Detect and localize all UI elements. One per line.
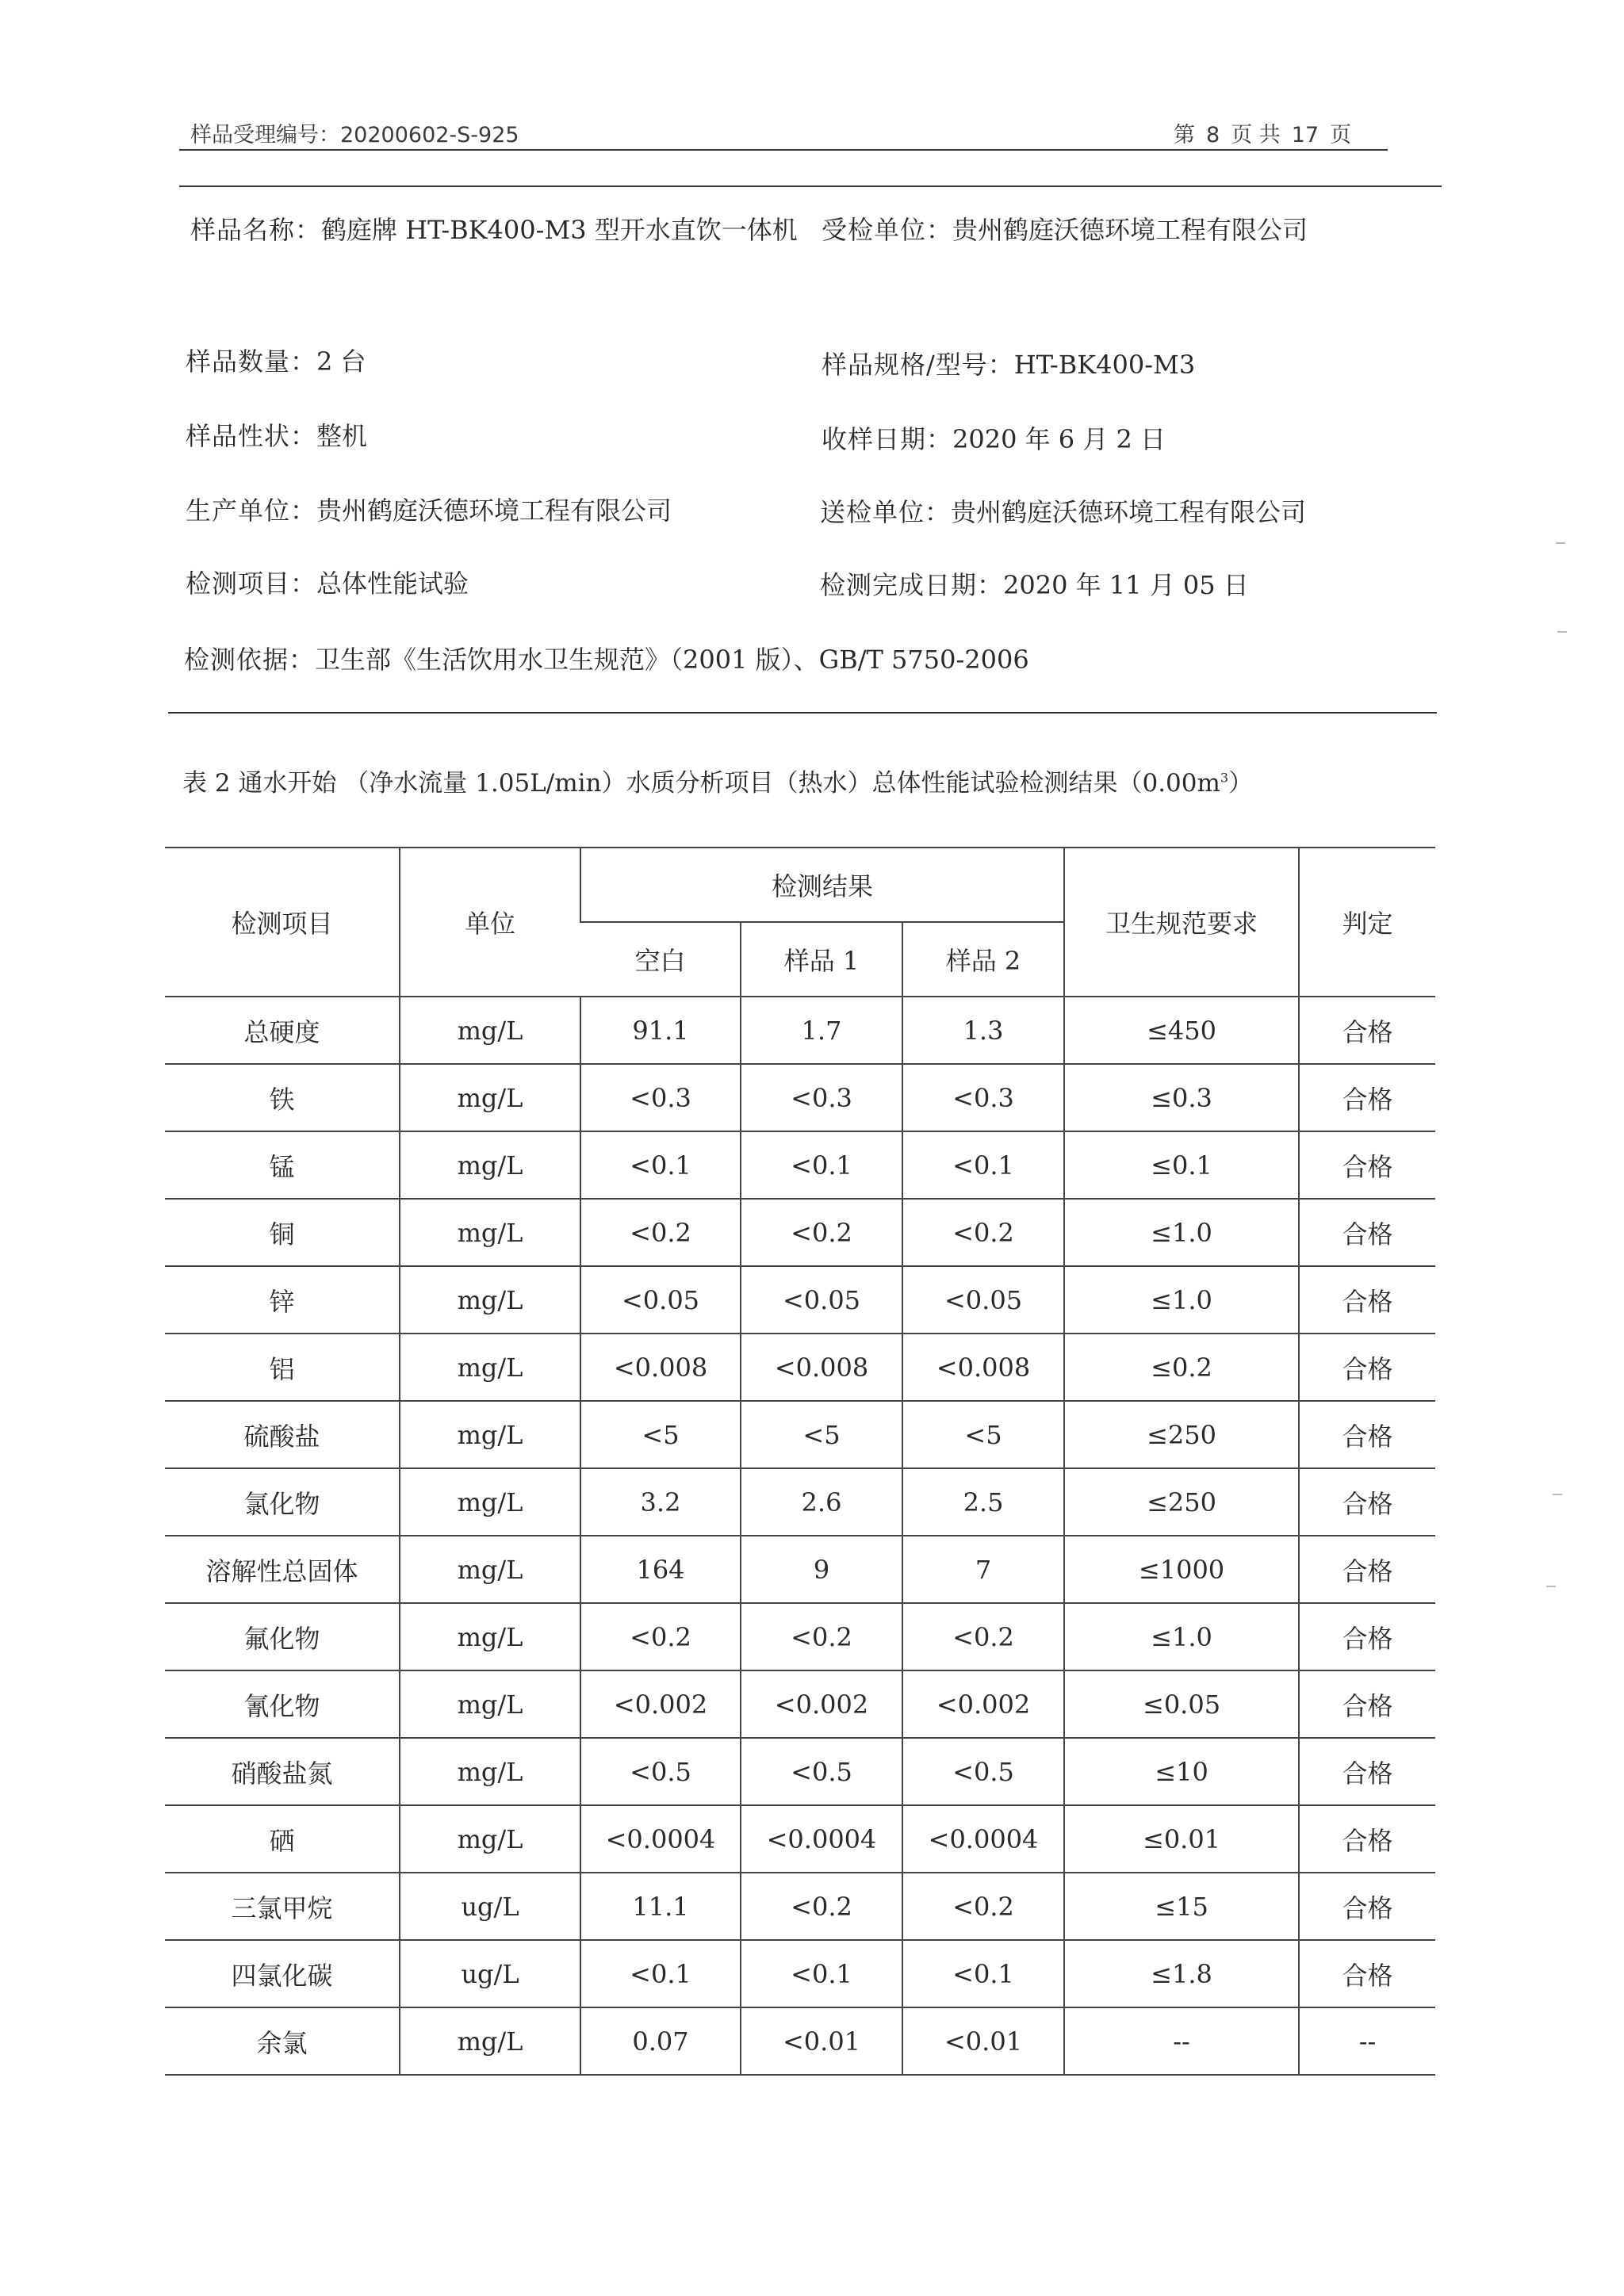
item-value: 总体性能试验 bbox=[316, 568, 469, 599]
cell-sample1: <0.1 bbox=[741, 1131, 902, 1199]
cell-sample2: <0.1 bbox=[902, 1131, 1064, 1199]
cell-item: 溶解性总固体 bbox=[165, 1536, 400, 1603]
cell-sample1: 2.6 bbox=[741, 1468, 902, 1536]
cell-sample1: <0.2 bbox=[741, 1603, 902, 1670]
cell-blank: <0.002 bbox=[580, 1670, 741, 1738]
model-field bbox=[822, 349, 1195, 381]
received-field bbox=[822, 423, 1166, 455]
quantity-value: 2 台 bbox=[316, 346, 366, 377]
cell-blank: <5 bbox=[580, 1401, 741, 1468]
cell-blank: <0.5 bbox=[580, 1738, 741, 1805]
cell-unit: mg/L bbox=[400, 1401, 580, 1468]
header-item: 检测项目 bbox=[165, 848, 400, 997]
cell-blank: <0.3 bbox=[580, 1064, 741, 1131]
cell-sample1: <0.5 bbox=[741, 1738, 902, 1805]
cell-unit: mg/L bbox=[400, 1670, 580, 1738]
cell-unit: mg/L bbox=[400, 1064, 580, 1131]
table-row bbox=[165, 997, 1435, 1064]
cell-item: 三氯甲烷 bbox=[165, 1873, 400, 1940]
scan-mark bbox=[1546, 1586, 1556, 1587]
cell-item: 总硬度 bbox=[165, 997, 400, 1064]
caption-text: 表 2 通水开始 （净水流量 1.05L/min）水质分析项目（热水）总体性能试验检测结果（0.00m bbox=[182, 769, 1220, 798]
cell-item: 硝酸盐氮 bbox=[165, 1738, 400, 1805]
cell-unit: mg/L bbox=[400, 1468, 580, 1536]
cell-standard: ≤0.3 bbox=[1064, 1064, 1299, 1131]
state-field bbox=[186, 420, 367, 452]
producer-label: 生产单位： bbox=[186, 496, 317, 526]
cell-sample2: 7 bbox=[902, 1536, 1064, 1603]
cell-unit: mg/L bbox=[400, 1603, 580, 1670]
cell-unit: mg/L bbox=[400, 1131, 580, 1199]
cell-unit: ug/L bbox=[400, 1873, 580, 1940]
inspected-unit-field bbox=[822, 198, 1308, 262]
cell-sample2: 1.3 bbox=[902, 997, 1064, 1064]
table-row bbox=[165, 1401, 1435, 1468]
accept-number-value: 20200602-S-925 bbox=[340, 123, 519, 147]
completed-label: 检测完成日期： bbox=[820, 570, 1004, 600]
sample-name-label: 样品名称： bbox=[190, 215, 322, 245]
table-row bbox=[165, 1805, 1435, 1873]
cell-item: 氯化物 bbox=[165, 1468, 400, 1536]
inspected-unit-label: 受检单位： bbox=[822, 215, 953, 245]
cell-sample2: <0.2 bbox=[902, 1199, 1064, 1266]
header-result: 检测结果 bbox=[580, 848, 1064, 922]
page-total: 17 bbox=[1291, 123, 1320, 147]
page-post: 页 bbox=[1330, 123, 1352, 147]
basis-field bbox=[184, 644, 1029, 675]
cell-verdict: 合格 bbox=[1299, 997, 1435, 1064]
cell-standard: ≤0.1 bbox=[1064, 1131, 1299, 1199]
scan-mark bbox=[1553, 1494, 1562, 1495]
accept-number bbox=[190, 117, 519, 148]
table-row bbox=[165, 1266, 1435, 1334]
cell-sample2: 2.5 bbox=[902, 1468, 1064, 1536]
cell-item: 铜 bbox=[165, 1199, 400, 1266]
page-indicator bbox=[1174, 117, 1351, 148]
info-bottom-rule bbox=[168, 712, 1437, 714]
header-standard: 卫生规范要求 bbox=[1064, 848, 1299, 997]
cell-verdict: 合格 bbox=[1299, 1064, 1435, 1131]
table-row bbox=[165, 1468, 1435, 1536]
cell-standard: ≤0.01 bbox=[1064, 1805, 1299, 1873]
cell-item: 余氯 bbox=[165, 2007, 400, 2075]
cell-sample2: <5 bbox=[902, 1401, 1064, 1468]
cell-standard: ≤250 bbox=[1064, 1468, 1299, 1536]
cell-blank: 3.2 bbox=[580, 1468, 741, 1536]
cell-standard: ≤0.2 bbox=[1064, 1334, 1299, 1401]
table-caption bbox=[182, 763, 1253, 798]
cell-standard: ≤1.8 bbox=[1064, 1940, 1299, 2007]
cell-sample2: <0.2 bbox=[902, 1603, 1064, 1670]
cell-standard: ≤15 bbox=[1064, 1873, 1299, 1940]
cell-sample1: <0.1 bbox=[741, 1940, 902, 2007]
cell-verdict: 合格 bbox=[1299, 1401, 1435, 1468]
cell-sample1: 1.7 bbox=[741, 997, 902, 1064]
received-label: 收样日期： bbox=[822, 424, 953, 454]
cell-blank: <0.2 bbox=[580, 1199, 741, 1266]
cell-standard: ≤0.05 bbox=[1064, 1670, 1299, 1738]
caption-end: ） bbox=[1228, 769, 1254, 798]
cell-sample1: <0.0004 bbox=[741, 1805, 902, 1873]
cell-verdict: 合格 bbox=[1299, 1670, 1435, 1738]
top-rule bbox=[179, 186, 1442, 187]
quantity-field bbox=[186, 346, 366, 377]
cell-standard: ≤450 bbox=[1064, 997, 1299, 1064]
cell-blank: 11.1 bbox=[580, 1873, 741, 1940]
cell-sample1: <0.05 bbox=[741, 1266, 902, 1334]
completed-field bbox=[820, 569, 1249, 601]
cell-blank: <0.1 bbox=[580, 1131, 741, 1199]
cell-standard: ≤1.0 bbox=[1064, 1603, 1299, 1670]
cell-sample1: <0.008 bbox=[741, 1334, 902, 1401]
cell-unit: mg/L bbox=[400, 2007, 580, 2075]
cell-unit: ug/L bbox=[400, 1940, 580, 2007]
page-mid: 页 共 bbox=[1231, 123, 1281, 147]
cell-sample1: <5 bbox=[741, 1401, 902, 1468]
sender-value: 贵州鹤庭沃德环境工程有限公司 bbox=[951, 497, 1307, 527]
sample-name-field bbox=[190, 198, 809, 262]
cell-item: 铝 bbox=[165, 1334, 400, 1401]
producer-value: 贵州鹤庭沃德环境工程有限公司 bbox=[316, 496, 672, 526]
cell-unit: mg/L bbox=[400, 1334, 580, 1401]
cell-sample1: <0.01 bbox=[741, 2007, 902, 2075]
cell-sample2: <0.0004 bbox=[902, 1805, 1064, 1873]
cell-verdict: 合格 bbox=[1299, 1536, 1435, 1603]
cell-sample2: <0.1 bbox=[902, 1940, 1064, 2007]
cell-item: 四氯化碳 bbox=[165, 1940, 400, 2007]
scan-mark bbox=[1557, 631, 1567, 633]
cell-unit: mg/L bbox=[400, 997, 580, 1064]
cell-verdict: 合格 bbox=[1299, 1873, 1435, 1940]
cell-sample1: 9 bbox=[741, 1536, 902, 1603]
cell-verdict: 合格 bbox=[1299, 1468, 1435, 1536]
item-label: 检测项目： bbox=[186, 568, 317, 599]
table-header-row bbox=[165, 848, 1435, 922]
header-sample2: 样品 2 bbox=[902, 922, 1064, 997]
sample-name-value: 鹤庭牌 HT-BK400-M3 型开水直饮一体机 bbox=[321, 215, 798, 245]
producer-field bbox=[186, 495, 672, 526]
cell-verdict: 合格 bbox=[1299, 1199, 1435, 1266]
cell-verdict: 合格 bbox=[1299, 1940, 1435, 2007]
page-pre: 第 bbox=[1174, 123, 1195, 147]
table-row bbox=[165, 1738, 1435, 1805]
cell-verdict: 合格 bbox=[1299, 1266, 1435, 1334]
table-row bbox=[165, 1131, 1435, 1199]
cell-sample2: <0.002 bbox=[902, 1670, 1064, 1738]
header-underline bbox=[179, 149, 1388, 151]
basis-value: 卫生部《生活饮用水卫生规范》（2001 版）、GB/T 5750-2006 bbox=[315, 645, 1029, 675]
cell-standard: ≤1000 bbox=[1064, 1536, 1299, 1603]
cell-sample2: <0.2 bbox=[902, 1873, 1064, 1940]
cell-sample2: <0.008 bbox=[902, 1334, 1064, 1401]
cell-unit: mg/L bbox=[400, 1199, 580, 1266]
table-row bbox=[165, 1670, 1435, 1738]
cell-sample1: <0.3 bbox=[741, 1064, 902, 1131]
table-row bbox=[165, 2007, 1435, 2075]
table-row bbox=[165, 1334, 1435, 1401]
cell-standard: ≤10 bbox=[1064, 1738, 1299, 1805]
completed-value: 2020 年 11 月 05 日 bbox=[1003, 570, 1249, 600]
table-row bbox=[165, 1199, 1435, 1266]
table-row bbox=[165, 1064, 1435, 1131]
accept-number-label: 样品受理编号： bbox=[190, 123, 340, 147]
cell-item: 锰 bbox=[165, 1131, 400, 1199]
cell-item: 铁 bbox=[165, 1064, 400, 1131]
cell-verdict: 合格 bbox=[1299, 1334, 1435, 1401]
page-number: 8 bbox=[1206, 123, 1220, 147]
table-row bbox=[165, 1873, 1435, 1940]
header-sample1: 样品 1 bbox=[741, 922, 902, 997]
cell-verdict: 合格 bbox=[1299, 1603, 1435, 1670]
cell-blank: <0.05 bbox=[580, 1266, 741, 1334]
sender-field bbox=[820, 496, 1306, 528]
cell-blank: 91.1 bbox=[580, 997, 741, 1064]
cell-verdict: 合格 bbox=[1299, 1805, 1435, 1873]
inspected-unit-value: 贵州鹤庭沃德环境工程有限公司 bbox=[952, 215, 1308, 245]
cell-sample1: <0.2 bbox=[741, 1199, 902, 1266]
cell-standard: ≤1.0 bbox=[1064, 1266, 1299, 1334]
cell-blank: <0.2 bbox=[580, 1603, 741, 1670]
cell-blank: <0.008 bbox=[580, 1334, 741, 1401]
header-unit: 单位 bbox=[400, 848, 580, 997]
cell-sample1: <0.2 bbox=[741, 1873, 902, 1940]
cell-verdict: 合格 bbox=[1299, 1131, 1435, 1199]
received-value: 2020 年 6 月 2 日 bbox=[952, 424, 1166, 454]
cell-item: 氟化物 bbox=[165, 1603, 400, 1670]
cell-item: 硒 bbox=[165, 1805, 400, 1873]
cell-unit: mg/L bbox=[400, 1738, 580, 1805]
caption-superscript: 3 bbox=[1220, 770, 1229, 786]
sender-label: 送检单位： bbox=[820, 497, 952, 527]
cell-sample2: <0.3 bbox=[902, 1064, 1064, 1131]
results-table bbox=[165, 847, 1435, 2076]
cell-blank: 164 bbox=[580, 1536, 741, 1603]
cell-blank: <0.0004 bbox=[580, 1805, 741, 1873]
cell-unit: mg/L bbox=[400, 1266, 580, 1334]
cell-verdict: 合格 bbox=[1299, 1738, 1435, 1805]
item-field bbox=[186, 568, 469, 599]
cell-sample2: <0.01 bbox=[902, 2007, 1064, 2075]
table-row bbox=[165, 1536, 1435, 1603]
cell-item: 氰化物 bbox=[165, 1670, 400, 1738]
cell-blank: <0.1 bbox=[580, 1940, 741, 2007]
cell-sample2: <0.5 bbox=[902, 1738, 1064, 1805]
cell-verdict: -- bbox=[1299, 2007, 1435, 2075]
cell-unit: mg/L bbox=[400, 1536, 580, 1603]
model-label: 样品规格/型号： bbox=[822, 350, 1014, 380]
state-label: 样品性状： bbox=[186, 421, 317, 451]
cell-standard: -- bbox=[1064, 2007, 1299, 2075]
table-row bbox=[165, 1603, 1435, 1670]
state-value: 整机 bbox=[316, 421, 368, 451]
cell-standard: ≤250 bbox=[1064, 1401, 1299, 1468]
cell-sample2: <0.05 bbox=[902, 1266, 1064, 1334]
scan-mark bbox=[1556, 542, 1565, 544]
table-body bbox=[165, 997, 1435, 2075]
cell-sample1: <0.002 bbox=[741, 1670, 902, 1738]
quantity-label: 样品数量： bbox=[186, 346, 317, 377]
basis-label: 检测依据： bbox=[184, 645, 316, 675]
cell-item: 锌 bbox=[165, 1266, 400, 1334]
cell-unit: mg/L bbox=[400, 1805, 580, 1873]
cell-standard: ≤1.0 bbox=[1064, 1199, 1299, 1266]
cell-item: 硫酸盐 bbox=[165, 1401, 400, 1468]
cell-blank: 0.07 bbox=[580, 2007, 741, 2075]
header-blank: 空白 bbox=[580, 922, 741, 997]
table-row bbox=[165, 1940, 1435, 2007]
model-value: HT-BK400-M3 bbox=[1013, 350, 1196, 380]
header-verdict: 判定 bbox=[1299, 848, 1435, 997]
